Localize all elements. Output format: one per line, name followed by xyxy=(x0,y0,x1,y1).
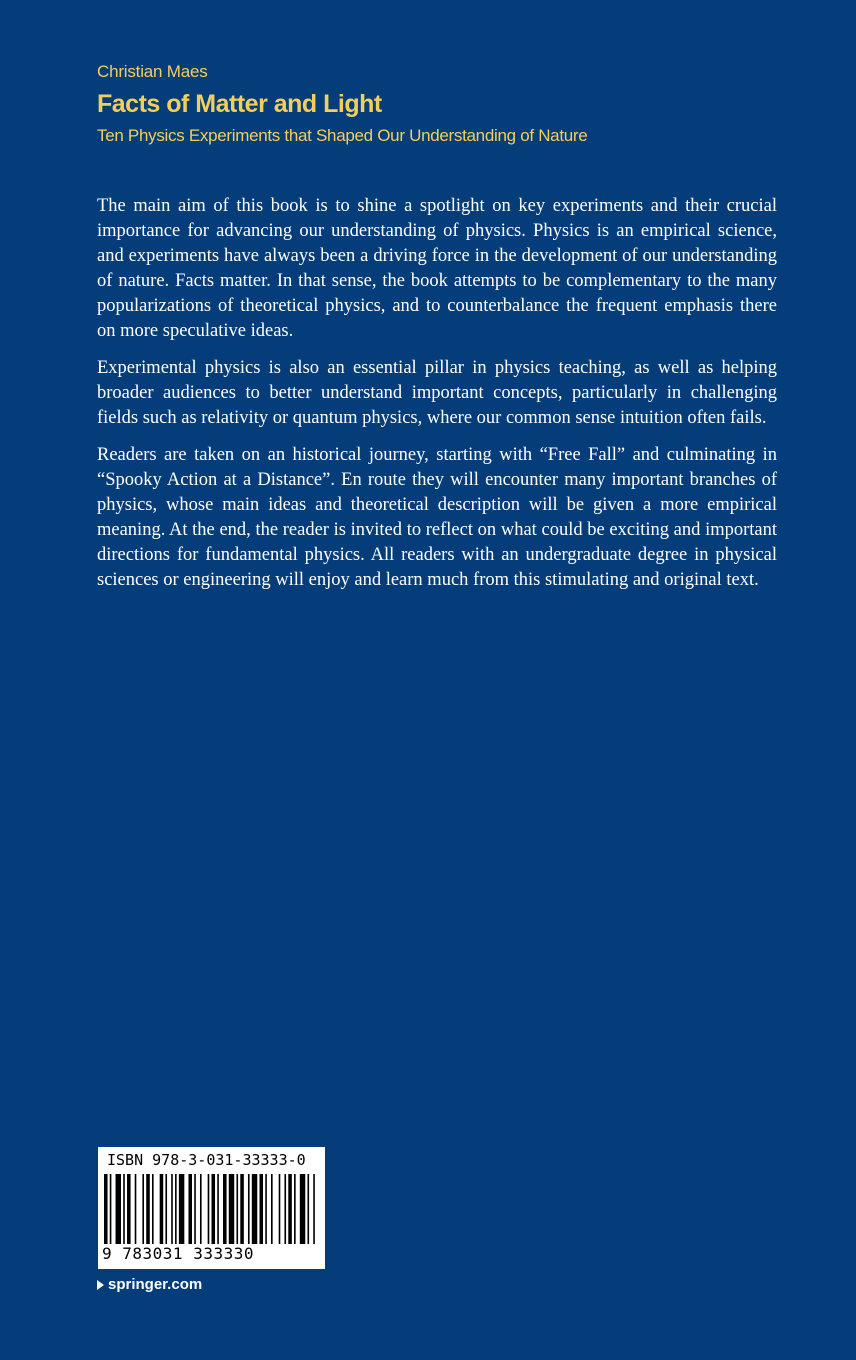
barcode-digits: 9 783031 333330 xyxy=(102,1244,254,1263)
isbn-label: ISBN 978-3-031-33333-0 xyxy=(107,1151,306,1169)
book-subtitle: Ten Physics Experiments that Shaped Our Understanding of Nature xyxy=(97,126,588,145)
author-name: Christian Maes xyxy=(97,62,208,81)
blurb xyxy=(97,194,777,605)
blurb-paragraph-1: The main aim of this book is to shine a spotlight on key experiments and their crucial importance for advancing our understanding of physics. Physics is an empirical science, and experiments have always been a driving force in the development of our understanding of nature. Facts matter. In that sense, the book attempts to be complementary to the many popularizations of theoretical physics, and to counterbalance the frequent emphasis there on more speculative ideas. xyxy=(97,196,777,341)
arrow-icon xyxy=(97,1280,104,1290)
publisher-text: springer.com xyxy=(108,1276,203,1293)
publisher-link[interactable] xyxy=(97,1276,202,1293)
isbn-barcode xyxy=(98,1147,325,1269)
blurb-paragraph-3: Readers are taken on an historical journey, starting with “Free Fall” and culminating in “Spooky Action at a Distance”. En route they will encounter many important branches of physics, whose main ideas and theoretical description will be given a more empirical meaning. At the end, the reader is invited to reflect on what could be exciting and important directions for fundamental physics. All readers with an undergraduate degree in physical sciences or engineering will enjoy and learn much from this stimulating and original text. xyxy=(97,445,777,590)
blurb-paragraph-2: Experimental physics is also an essential pillar in physics teaching, as well as helping broader audiences to better understand important concepts, particularly in challenging fields such as relativity or quantum physics, where our common sense intuition often fails. xyxy=(97,358,777,428)
barcode-bars xyxy=(104,1174,319,1244)
book-title: Facts of Matter and Light xyxy=(97,90,382,118)
